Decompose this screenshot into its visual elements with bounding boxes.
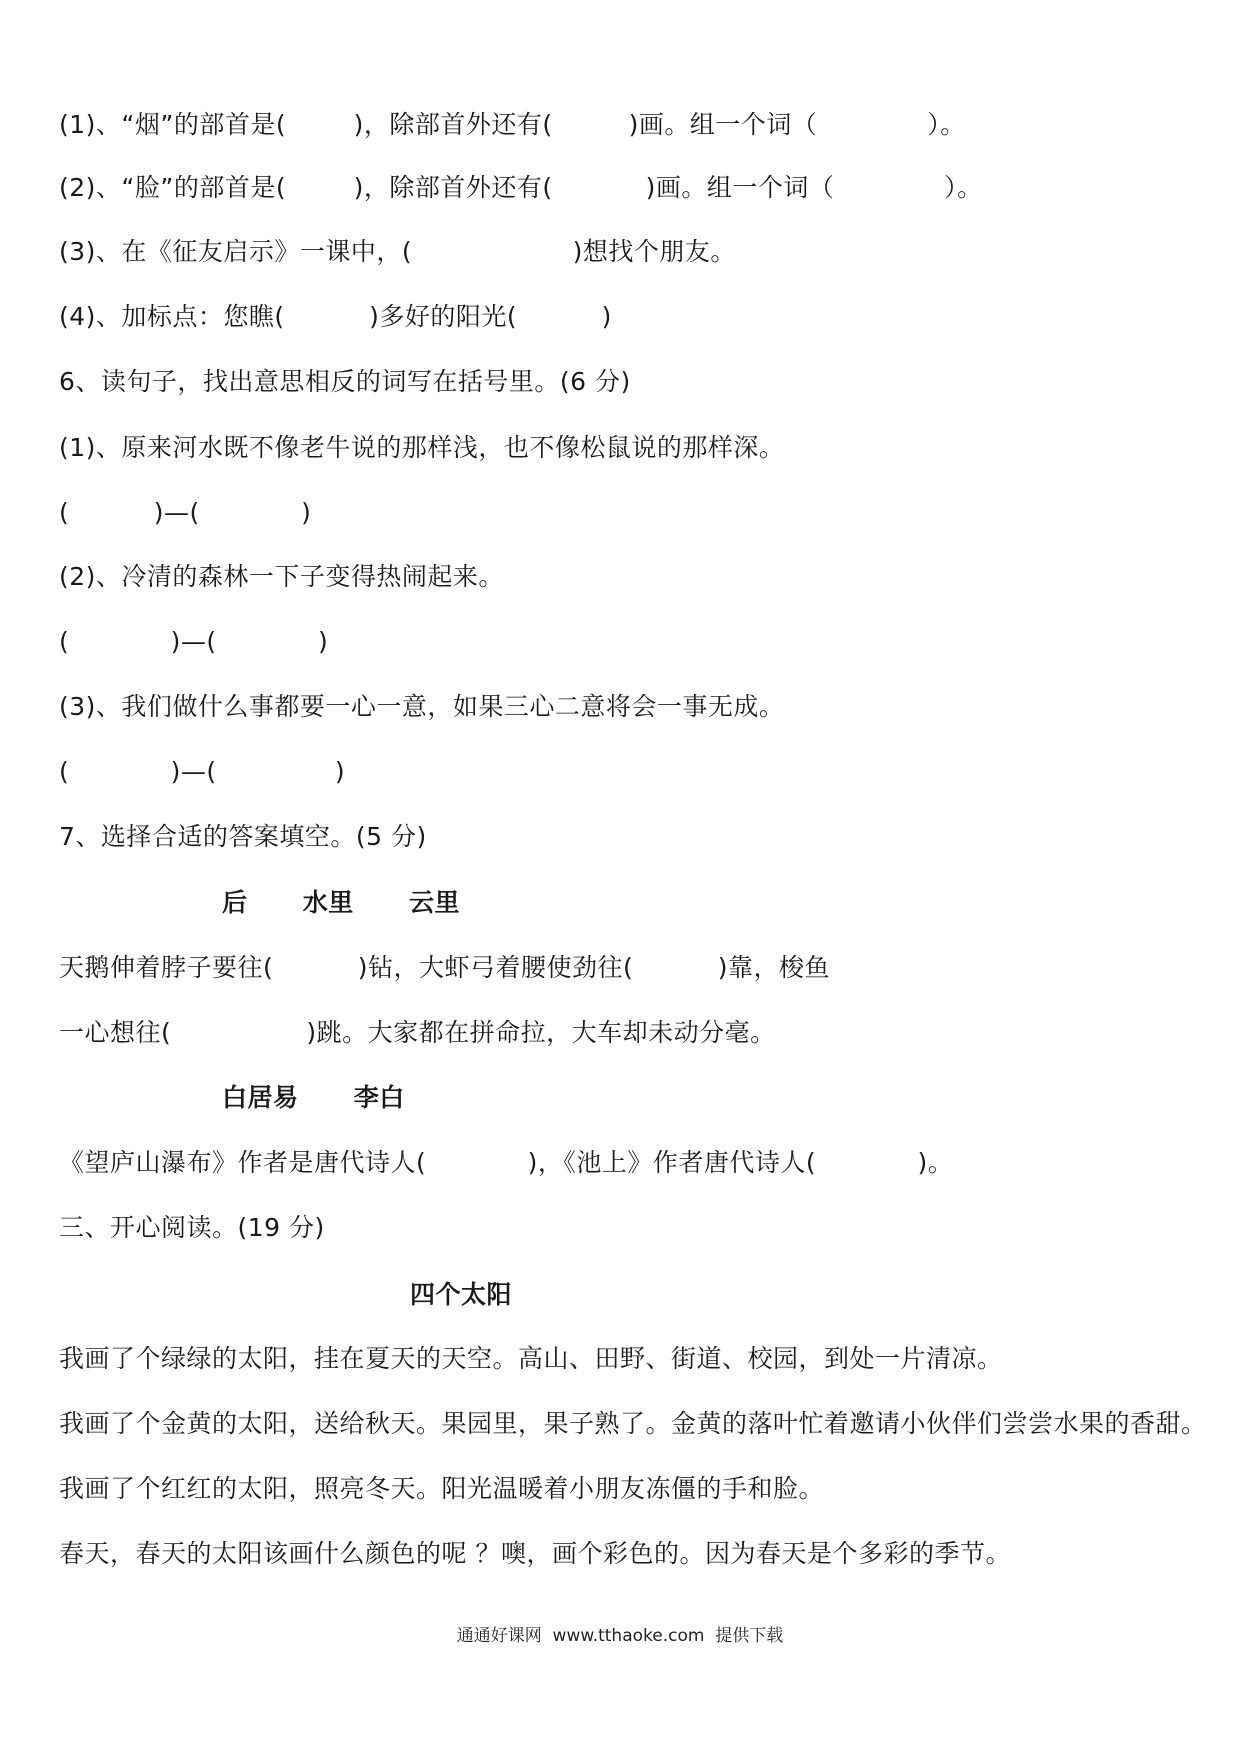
section-6-sentence-1: (1)、原来河水既不像老牛说的那样浅，也不像松鼠说的那样深。 [59,433,785,462]
reading-paragraph-2: 我画了个金黄的太阳，送给秋天。果园里，果子熟了。金黄的落叶忙着邀请小伙伴们尝尝水果的香甜。 [59,1409,1207,1438]
section-6-blank-2: ( )—( ) [59,627,329,656]
reading-paragraph-4: 春天，春天的太阳该画什么颜色的呢 ？噢，画个彩色的。因为春天是个多彩的季节。 [59,1539,1011,1568]
section-6-heading: 6、读句子，找出意思相反的词写在括号里。(6 分) [59,367,631,396]
section-7-fill-2: 《望庐山瀑布》作者是唐代诗人( )，《池上》作者唐代诗人( )。 [59,1148,954,1177]
footer-source-text: 通通好课网 www.tthaoke.com 提供下载 [456,1626,784,1646]
section-3-heading: 三、开心阅读。(19 分) [59,1213,325,1242]
question-5-3: (3)、在《征友启示》一课中，( )想找个朋友。 [59,237,736,266]
reading-paragraph-3: 我画了个红红的太阳，照亮冬天。阳光温暖着小朋友冻僵的手和脸。 [59,1474,825,1503]
question-5-2: (2)、“脸”的部首是( )，除部首外还有( )画。组一个词（ ）。 [59,173,983,202]
section-6-sentence-3: (3)、我们做什么事都要一心一意，如果三心二意将会一事无成。 [59,692,785,721]
section-6-sentence-2: (2)、冷清的森林一下子变得热闹起来。 [59,562,504,591]
section-7-heading: 7、选择合适的答案填空。(5 分) [59,822,427,851]
section-7-options-1: 后 水里 云里 [222,888,460,917]
question-5-4: (4)、加标点：您瞧( )多好的阳光( ) [59,302,612,331]
section-6-blank-1: ( )—( ) [59,498,312,527]
section-7-fill-1a: 天鹅伸着脖子要往( )钻，大虾弓着腰使劲往( )靠，梭鱼 [59,953,830,982]
question-5-1: (1)、“烟”的部首是( )，除部首外还有( )画。组一个词（ ）。 [59,110,966,139]
reading-paragraph-1: 我画了个绿绿的太阳，挂在夏天的天空。高山、田野、街道、校园，到处一片清凉。 [59,1344,1003,1373]
reading-title: 四个太阳 [410,1280,513,1309]
section-7-options-2: 白居易 李白 [222,1083,405,1112]
section-7-fill-1b: 一心想往( )跳。大家都在拼命拉，大车却未动分毫。 [59,1018,776,1047]
section-6-blank-3: ( )—( ) [59,757,346,786]
